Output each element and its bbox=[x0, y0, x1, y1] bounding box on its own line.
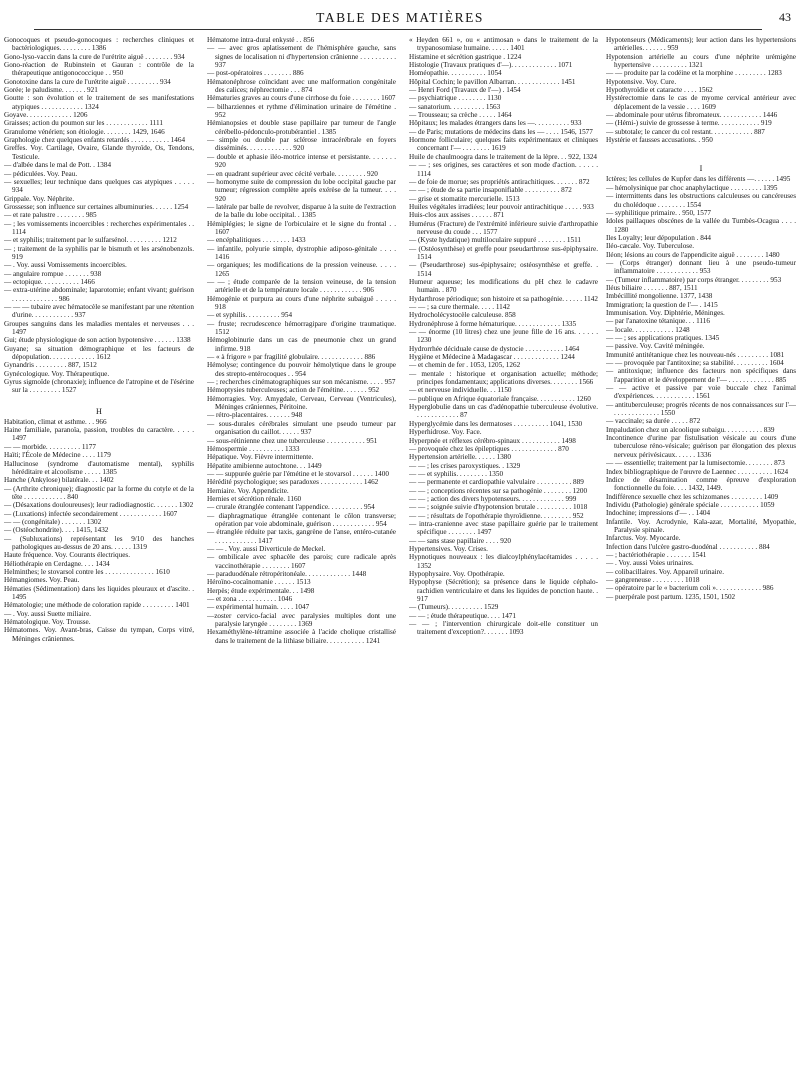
index-entry: — — ; l'intervention chirurgicale doit-elle constituer un traitement d'exception?. . . . . . . 1093 bbox=[409, 620, 598, 637]
index-entry: Héroïno-cocaïnomanie . . . . . . 1513 bbox=[207, 578, 311, 587]
index-entry: — — produite par la codéine et la morphine . . . . . . . . . 1283 bbox=[606, 69, 782, 78]
index-entry: — — ; résultats de l'opothérapie thyroïdienne. . . . . . . . . 952 bbox=[409, 511, 584, 520]
index-entry: Hémoglobinurie dans un cas de pneumonie chez un grand infirme. 918 bbox=[207, 336, 396, 353]
section-gap bbox=[4, 395, 194, 407]
index-entry: Hépatique. Voy. Fièvre intermittente. bbox=[207, 453, 314, 462]
index-entry: — — ; ses origines, ses caractères et son mode d'action. . . . . . 1114 bbox=[409, 161, 598, 178]
index-entry: — ; recherches cinématographiques sur son mécanisme. . . . . 957 bbox=[207, 378, 396, 387]
index-entry: Hémospermie . . . . . . . . . . 1333 bbox=[207, 444, 300, 453]
index-entry: — vaccinale; sa durée . . . . . 872 bbox=[606, 417, 701, 426]
index-entry: — — permanente et cardiopathie valvulaire . . . . . . . . . . 889 bbox=[409, 478, 584, 487]
index-entry: Hématonéphrose coïncidant avec une malformation congénitale des calices; néphrectomie . . . 874 bbox=[207, 77, 396, 95]
index-entry: Hématies (Sédimentation) dans les liquides pleuraux et d'ascite. . 1495 bbox=[4, 584, 194, 601]
index-entry: — — ; étude de sa partie insaponifiable . . . . . . . . . . 872 bbox=[409, 186, 572, 195]
index-entry: Gono-réaction de Rubinstein et Gauran : contrôle de la thérapeutique antigonococcique . . 950 bbox=[4, 61, 194, 78]
section-gap bbox=[606, 144, 796, 164]
index-entry: — — ; étude comparée de la tension veineuse, de la tension artérielle et de la température locale . . . . . . . . . . . . 906 bbox=[207, 277, 396, 295]
index-entry: Guyane; sa situation démographique et les facteurs de dépopulation. . . . . . . . . . . . . 1612 bbox=[4, 344, 194, 362]
index-entry: — étranglée réduite par taxis, gangrène de l'anse, entéro-cutanée . . . . . . . . . . . . 1417 bbox=[207, 528, 396, 545]
index-entry: — — (congénitale) . . . . . . . 1302 bbox=[4, 517, 102, 526]
index-entry: — sanatorium. . . . . . . . . . 1563 bbox=[409, 102, 501, 111]
index-entry: Grippale. Voy. Néphrite. bbox=[4, 194, 75, 203]
index-entry: Hyperglobulie dans un cas d'adénopathie tuberculeuse évolutive. . . . . . . . . . . . . 87 bbox=[409, 403, 598, 420]
index-entry: — subtotale; le cancer du col restant. . . . . . . . . . . . 887 bbox=[606, 127, 765, 136]
index-entry: Hypophyse (Sécrétion); sa présence dans le liquide céphalo-rachidien ventriculaire et dans les liquides de ponction haute. . 917 bbox=[409, 578, 598, 604]
index-entry: — extra-utérine abdominale; laparotomie; enfant vivant; guérison . . . . . . . . . . . . . 986 bbox=[4, 286, 194, 303]
index-entry: — infantile, polyurie simple, dystrophie adiposo-génitale . . . . 1416 bbox=[207, 244, 396, 261]
index-entry: Hydrorrhée déciduale cause de dystocie . . . . . . . . . . . 1464 bbox=[409, 344, 580, 353]
index-entry: — (Pseudarthrose) sus-épiphysaire; ostéosynthèse et greffe. . 1514 bbox=[409, 261, 598, 278]
index-entry: Indice de désamination comme épreuve d'exploration fonctionnelle du foie. . . . 1432, 1449. bbox=[606, 475, 796, 493]
index-entry: — intra-cranienne avec stase papillaire guérie par le traitement spécifique . . . . . . . . 1497 bbox=[409, 519, 598, 537]
index-entry: — ; bactériothérapie . . . . . . . 1541 bbox=[606, 550, 707, 559]
index-entry: Hydarthrose périodique; son histoire et sa pathogénie. . . . . . 1142 bbox=[409, 294, 598, 303]
index-entry: — — et syphilis. . . . . . . . . 1350 bbox=[409, 469, 504, 478]
index-entry: Hypotension artérielle au cours d'une néphrite urémigène hypertensive . . . . . . . . . . 1321 bbox=[606, 52, 796, 70]
index-entry: — — . Voy. aussi Diverticule de Meckel. bbox=[207, 544, 326, 553]
index-entry: Hyperglycémie dans les dermatoses . . . . . . . . . . 1041, 1530 bbox=[409, 419, 583, 428]
index-entry: — paraduodénale rétropéritonéale. . . . . . . . . . . . . 1448 bbox=[207, 570, 367, 578]
index-entry: — hémolysinique par choc anaphylactique . . . . . . . . . 1395 bbox=[606, 183, 778, 192]
index-entry: Ictères; les cellules de Kupfer dans les différents —. . . . . . 1495 bbox=[606, 175, 791, 184]
index-entry: Iléus biliaire . . . . . . . 887, 1511 bbox=[606, 283, 698, 292]
section-letter: I bbox=[699, 164, 703, 174]
index-entry: — psychiatrique . . . . . . . . 1130 bbox=[409, 94, 502, 103]
index-entry: Hémorragies. Voy. Amygdale, Cerveau, Cerveau (Ventricules), Méninges crâniennes, Péritoine. bbox=[207, 394, 396, 412]
index-entry: Gono-lyso-vaccin dans la cure de l'urétrite aiguë . . . . . . . . 934 bbox=[4, 52, 185, 61]
index-entry: — crurale étranglée contenant l'appendice. . . . . . . . . . 954 bbox=[207, 503, 375, 512]
index-entry: — — ; soignée suivie d'hypotension brutale . . . . . . . . . . 1018 bbox=[409, 503, 588, 512]
index-entry: — (Hémi-) suivie de grossesse à terme. . . . . . . . . . . . 919 bbox=[606, 119, 772, 128]
index-entry: —zoster cervico-facial avec paralysies multiples dont une paralysie laryngée . . . . . . . . 1369 bbox=[207, 611, 396, 629]
index-entry: Goutte : son évolution et le traitement de ses manifestations atypiques . . . . . . . . . . . . 1324 bbox=[4, 94, 194, 111]
index-entry: Iléon; lésions au cours de l'appendicite aiguë . . . . . . . . 1480 bbox=[606, 250, 780, 259]
index-entry: — de foie de morue; ses propriétés antirachitiques. . . . . . . 872 bbox=[409, 177, 590, 186]
index-entry: Immunisation. Voy. Diphtérie, Méninges. bbox=[606, 308, 725, 317]
index-entry: Hyperpnée et réflexes cérébro-spinaux . . . . . . . . . . . 1498 bbox=[409, 436, 576, 445]
page-header bbox=[0, 4, 800, 30]
index-entry: Hanche (Ankylose) bilatérale. . . 1402 bbox=[4, 476, 114, 485]
index-entry: Hydrocholécystocèle calculeuse. 858 bbox=[409, 311, 516, 320]
index-entry: — (Arthrite chronique); diagnostic par la forme du cotyle et de la tête . . . . . . . . . . . . 840 bbox=[4, 484, 194, 501]
index-entry: Imbécillité mongolienne. 1377, 1438 bbox=[606, 292, 713, 301]
index-entry: Hystérectomie dans le cas de myome cervical antérieur avec déplacement de la vessie . . . . 1609 bbox=[606, 94, 796, 111]
index-entry: Hémianopsies et double stase papillaire par tumeur de l'angle cérébello-pédonculo-protubérantiel . 1385 bbox=[207, 119, 396, 136]
index-entry: Immunité antitétanique chez les nouveau-nés . . . . . . . . . 1081 bbox=[606, 350, 785, 359]
index-entry: Haute fréquence. Voy. Courants électriques. bbox=[4, 551, 131, 560]
index-entry: — . Voy. aussi Vomissements incoercibles. bbox=[4, 261, 127, 270]
index-entry: Hérédité psychologique; ses paradoxes . . . . . . . . . . . . 1462 bbox=[207, 478, 379, 487]
index-entry: — — ; étude thérapeutique. . . . 1471 bbox=[409, 611, 516, 620]
index-entry: Huiles végétales irradiées; leur pouvoir antirachitique . . . . . 933 bbox=[409, 202, 594, 211]
index-entry: — organiques; les modifications de la pression veineuse. . . . . 1265 bbox=[207, 261, 396, 278]
index-entry: — — active et passive par voie buccale chez l'animal d'expériences. . . . . . . . . . . . 1561 bbox=[606, 384, 796, 401]
index-entry: Gynécologique. Voy. Thérapeutique. bbox=[4, 369, 110, 378]
index-entry: — (Ostéochondrite). . . . 1415, 1432 bbox=[4, 526, 109, 535]
index-entry: — syphilitique primaire. . 950, 1577 bbox=[606, 208, 712, 217]
index-entry: — — énorme (10 litres) chez une jeune fille de 16 ans. . . . . . 1230 bbox=[409, 328, 598, 345]
index-entry: Granulome vénérien; son étiologie. . . . . . . . 1429, 1646 bbox=[4, 127, 165, 136]
index-entry: — publique en Afrique équatoriale française. . . . . . . . . . . 1260 bbox=[409, 394, 591, 403]
index-entry: Humeur aqueuse; les modifications du pH chez le cadavre humain. . 870 bbox=[409, 277, 598, 295]
index-entry: — — — tubaire avec hématocèle se manifestant par une rétention d'urine. . . . . . . . . . . . 937 bbox=[4, 303, 194, 320]
index-entry: — et nerveuse individuelle. . . 1150 bbox=[409, 386, 512, 395]
index-entry: — — morbide. . . . . . . . . . 1177 bbox=[4, 442, 96, 451]
index-entry: Infection dans l'ulcère gastro-duodénal . . . . . . . . . . . 884 bbox=[606, 542, 770, 551]
index-entry: — grise et stomatite mercurielle. 1513 bbox=[409, 194, 520, 203]
index-entry: Goyave. . . . . . . . . . . . . 1206 bbox=[4, 111, 88, 120]
index-entry: — puerpérale post partum. 1235, 1501, 1502 bbox=[606, 592, 736, 601]
index-entry: Hépatite amibienne autochtone. . . 1449 bbox=[207, 461, 322, 470]
index-entry: — (Ostéosynthèse) et greffe pour pseudarthrose sus-épiphysaire. 1514 bbox=[409, 244, 598, 261]
index-entry: — (Kyste hydatique) multiloculaire suppuré . . . . . . . . 1511 bbox=[409, 236, 582, 245]
index-entry: Hernies et sécrétion rénale. 1160 bbox=[207, 494, 302, 503]
index-entry: Hématomes. Voy. Avant-bras, Caisse du tympan, Corps vitré, Méninges crâniennes. bbox=[4, 626, 194, 643]
page-title: TABLE DES MATIÈRES bbox=[316, 10, 484, 25]
index-entry: Hypothyroïdie et cataracte . . . . 1562 bbox=[606, 86, 713, 95]
index-entry: Hypnotiques nouveaux : les dialcoylphénylacétamides . . . . . 1352 bbox=[409, 553, 598, 570]
index-entry: — — ; conceptions récentes sur sa pathogénie . . . . . . . . 1200 bbox=[409, 486, 588, 495]
index-entry: — mentale : historique et organisation actuelle; méthode; principes fondamentaux; applications diverses. . . . . . . . 1566 bbox=[409, 369, 598, 387]
index-entry: — encéphalitiques . . . . . . . . 1433 bbox=[207, 236, 306, 245]
index-entry: Hyperhidrose. Voy. Face. bbox=[409, 428, 482, 437]
index-entry: Hématuries graves au cours d'une cirrhose du foie . . . . . . . . 1607 bbox=[207, 94, 396, 103]
index-entry: Hydronéphrose à forme hématurique. . . . . . . . . . . . . 1335 bbox=[409, 319, 577, 328]
index-entry: Iles Loyalty; leur dépopulation . 844 bbox=[606, 233, 711, 242]
index-entry: Haine familiale, paranoïa, passion, troubles du caractère. . . . . 1497 bbox=[4, 426, 194, 443]
index-entry: Hématome intra-dural enkysté . . 856 bbox=[207, 36, 315, 44]
index-entry: Indochine; impressions d'— . . 1404 bbox=[606, 509, 711, 518]
index-entry: Iléo-cæcale. Voy. Tuberculose. bbox=[606, 242, 695, 251]
index-entry: Hématologique. Voy. Trousse. bbox=[4, 618, 91, 627]
index-entry: — par l'anatoxine tétanique. . . 1116 bbox=[606, 317, 710, 326]
index-entry: — de Paris; mutations de médecins dans les — . . . . 1546, 1577 bbox=[409, 127, 593, 136]
index-entry: — homonyme suite de compression du lobe occipital gauche par tumeur; régression complète après exérèse de la tumeur. . . . 920 bbox=[207, 177, 396, 203]
index-entry: Huis-clos aux assises . . . . . . 871 bbox=[409, 211, 505, 220]
index-entry: — post-opératoires . . . . . . . . 886 bbox=[207, 69, 304, 78]
index-entry: — provoquée chez les épileptiques . . . . . . . . . . . . . 870 bbox=[409, 444, 569, 453]
index-entry: Immigration; la question de l'— . 1415 bbox=[606, 300, 718, 309]
index-entry: Gui; étude physiologique de son action hypotensive . . . . . . 1338 bbox=[4, 336, 191, 345]
index-entry: Helminthes; le stovarsol contre les . . . . . . . . . . . . . . 1610 bbox=[4, 567, 170, 576]
index-entry: — « à frigore » par fragilité globulaire. . . . . . . . . . . . . 886 bbox=[207, 353, 376, 362]
index-entry: Humérus (Fracture) de l'extrémité inférieure suivie d'arthropathie nerveuse du coude . . . 1577 bbox=[409, 219, 598, 236]
index-entry: — (Subluxations) représentant les 9/10 des hanches pathologiques au-dessus de 20 ans. . . . . . 1319 bbox=[4, 534, 194, 551]
index-entry: Héliothérapie en Cerdagne. . . . 1434 bbox=[4, 559, 110, 568]
index-entry: Hexaméthylène-tétramine associée à l'acide cholique cristallisé dans le traitement de la lithiase biliaire. . . . . . . . . . . 1241 bbox=[207, 628, 396, 645]
index-entry: Hématologie; une méthode de coloration rapide . . . . . . . . . 1401 bbox=[4, 601, 190, 610]
index-entry: — (Luxations) infectée secondairement . . . . . . . . . . . . 1607 bbox=[4, 509, 178, 518]
index-entry: — antitoxique; influence des facteurs non spécifiques dans l'apparition et le développement de l'— . . . . . . . . . . . . . 885 bbox=[606, 367, 796, 384]
index-entry: — antituberculeuse; progrès récents de nos connaissances sur l'— . . . . . . . . . . . . . 1550 bbox=[606, 400, 796, 418]
index-entry: Huile de chaulmoogra dans le traitement de la lèpre. . . 922, 1324 bbox=[409, 152, 598, 161]
index-entry: Haïti; l'École de Médecine . . . . 1179 bbox=[4, 451, 111, 460]
index-column-1 bbox=[4, 36, 194, 1076]
index-entry: — simple ou double par sclérose intracérébrale en foyers disséminés. . . . . . . . . . . . . 920 bbox=[207, 136, 396, 153]
index-entry: — — ; ses applications pratiques. 1345 bbox=[606, 334, 720, 342]
index-entry: — rétro-placentaires. . . . . . . 948 bbox=[207, 411, 303, 420]
index-entry: — Henri Ford (Travaux de l'—) . 1454 bbox=[409, 86, 521, 95]
index-entry: Grossesse; son influence sur certaines albuminuries. . . . . . 1254 bbox=[4, 202, 189, 211]
index-entry: Herniaire. Voy. Appendicite. bbox=[207, 486, 289, 495]
index-entry: — gangreneuse . . . . . . . . . 1018 bbox=[606, 575, 700, 584]
section-letter: H bbox=[96, 406, 102, 416]
index-entry: — (Corps étranger) donnant lieu à une pseudo-tumeur inflammatoire . . . . . . . . . . . . 953 bbox=[606, 258, 796, 276]
index-entry: Graphologie chez quelques enfants retardés . . . . . . . . . . . 1464 bbox=[4, 136, 186, 145]
index-entry: — fruste; recrudescence hémorragipare d'origine traumatique. 1512 bbox=[207, 319, 396, 337]
index-entry: — passive. Voy. Cavité méningée. bbox=[606, 342, 705, 351]
index-entry: Hôpitaux; les malades étrangers dans les —. . . . . . . . . . 933 bbox=[409, 119, 582, 128]
index-entry: — colibacillaires. Voy. Appareil urinaire. bbox=[606, 567, 725, 576]
index-entry: Index bibliographique de l'œuvre de Laennec . . . . . . . . . . 1624 bbox=[606, 467, 789, 476]
header-rule bbox=[34, 29, 762, 30]
index-entry: Hémangiomes. Voy. Peau. bbox=[4, 576, 80, 585]
index-entry: — opératoire par le « bacterium coli ». . . . . . . . . . . . . 986 bbox=[606, 584, 774, 593]
index-entry: Hémoptysies tuberculeuses; action de l'émétine. . . . . . . 952 bbox=[207, 386, 380, 395]
index-entry: — locale. . . . . . . . . . . . 1248 bbox=[606, 325, 690, 334]
index-entry: — et syphilis. . . . . . . . . . 954 bbox=[207, 311, 293, 320]
index-entry: — ectopique. . . . . . . . . . . 1466 bbox=[4, 277, 95, 286]
index-entry: Homéopathie. . . . . . . . . . . 1054 bbox=[409, 69, 502, 78]
index-entry: Hémolyse; contingence du pouvoir hémolytique dans le groupe des strepto-entérocoques . . 954 bbox=[207, 361, 396, 378]
index-entry: Hygiène et Médecine à Madagascar . . . . . . . . . . . . . 1244 bbox=[409, 353, 575, 362]
index-entry: Hémiplégies; le signe de l'orbiculaire et le signe du frontal . . 1607 bbox=[207, 219, 396, 236]
index-entry: Individu (Pathologie) générale spéciale . . . . . . . . . . . 1059 bbox=[606, 500, 775, 509]
index-entry: — (Tumeur inflammatoire) par corps étranger. . . . . . . . . 953 bbox=[606, 275, 782, 284]
index-entry: Histamine et sécrétion gastrique . 1224 bbox=[409, 52, 522, 61]
index-entry: Indifférence sexuelle chez les schizomanes . . . . . . . . . 1409 bbox=[606, 492, 779, 501]
index-column-2 bbox=[207, 36, 396, 1076]
index-entry: Hypertension artérielle. . . . . . 1380 bbox=[409, 453, 511, 462]
index-entry: — sous-durales cérébrales simulant une pseudo tumeur par organisation du caillot. . . . . . 937 bbox=[207, 419, 396, 437]
index-entry: — . Voy. aussi Suette miliaire. bbox=[4, 609, 92, 618]
index-entry: — — ; les crises paroxystiques. . 1329 bbox=[409, 461, 521, 470]
index-entry: — intermittents dans les obstructions calculeuses ou cancéreuses du cholédoque . . . . . . . . 1554 bbox=[606, 192, 796, 209]
index-entry: — diaphragmatique étranglée contenant le côlon transverse; opération par voie abdominale, guérison . . . . . . . . . . . . 954 bbox=[207, 511, 396, 528]
index-entry: Hémogénie et purpura au cours d'une néphrite subaiguë . . . . . 918 bbox=[207, 294, 396, 311]
index-entry: — — sans stase papillaire . . . . 920 bbox=[409, 536, 512, 545]
index-entry: Gonotoxine dans la cure de l'urétrite aiguë . . . . . . . . . 934 bbox=[4, 77, 171, 86]
index-entry: — — ; action des divers hypotenseurs. . . . . . . . . . . . . 999 bbox=[409, 494, 577, 503]
index-entry: Hypotenseurs (Médicaments); leur action dans les hypertensions artérielles. . . . . . . 959 bbox=[606, 36, 796, 53]
index-entry: — angulaire rompue . . . . . . . 938 bbox=[4, 269, 102, 278]
index-entry: Hallucinose (syndrome d'automatisme mental), syphilis héréditaire et alcoolisme . . . . . 1385 bbox=[4, 459, 194, 476]
index-entry: Hystérie et fausses accusations. . 950 bbox=[606, 136, 713, 145]
index-entry: « Heyden 661 », ou « antimosan » dans le traitement de la trypanosomiase humaine. . . . . . 1401 bbox=[409, 36, 598, 53]
index-entry: Greffes. Voy. Cartilage, Ovaire, Glande thyroïde, Os, Tendons, Testicule. bbox=[4, 144, 194, 161]
index-entry: — — ; sa cure thermale. . . . . 1142 bbox=[409, 303, 510, 311]
index-entry: — en quadrant supérieur avec cécité verbale. . . . . . . . . 920 bbox=[207, 169, 378, 178]
index-entry: Idoles paillaques obscénes de la vallée du Tumbès-Ocagua . . . . 1280 bbox=[606, 217, 796, 234]
index-entry: Herpès; étude expérimentale. . . 1498 bbox=[207, 586, 315, 595]
index-entry: Hôpital Cochin; le pavillon Albarran. . . . . . . . . . . . . 1451 bbox=[409, 77, 576, 86]
index-entry: Hypotensive. Voy. Cure. bbox=[606, 77, 677, 86]
index-entry: Incontinence d'urine par fistulisation vésicale au cours d'une tuberculose réno-vésicale; guérison par élongation des plexus nerveux périvésicaux. . . . . . 1336 bbox=[606, 434, 796, 459]
index-entry: — et zona . . . . . . . . . . . 1046 bbox=[207, 595, 293, 604]
index-entry: Gorée; le paludisme. . . . . . . 921 bbox=[4, 86, 98, 95]
index-entry: — — avec gros aplatissement de l'hémisphère gauche, sans signes de localisation ni d'hypertension crânienne . . . . . . . . . . 937 bbox=[207, 44, 396, 70]
index-entry: Hypophysaire. Voy. Opothérapie. bbox=[409, 570, 505, 578]
index-entry: — et chemin de fer . 1053, 1205, 1262 bbox=[409, 361, 521, 370]
index-entry: Impaludation chez un alcoolique subaigu. . . . . . . . . . . 839 bbox=[606, 425, 775, 434]
index-entry: — bilharziennes et rythme d'élimination urinaire de l'émétine . 952 bbox=[207, 102, 396, 120]
index-entry: — Trousseau; sa crèche . . . . . 1464 bbox=[409, 111, 512, 120]
index-entry: Hypertensives. Voy. Crises. bbox=[409, 544, 488, 553]
index-entry: — ; les vomissements incoercibles : recherches expérimentales . . 1114 bbox=[4, 219, 194, 236]
index-entry: — et rate palustre . . . . . . . . 985 bbox=[4, 211, 97, 220]
index-entry: — — suppurée guérie par l'émétine et le stovarsol . . . . . . 1400 bbox=[207, 469, 389, 478]
index-entry: Groupes sanguins dans les maladies mentales et nerveuses . . . 1497 bbox=[4, 319, 194, 337]
index-entry: Histologie (Travaux pratiques d'—). . . . . . . . . . . . . 1071 bbox=[409, 61, 573, 70]
index-entry: — — provoquée par l'antitoxine; sa stabilité. . . . . . . . . . 1604 bbox=[606, 359, 784, 368]
index-entry: — latérale par balle de revolver, disparue à la suite de l'extraction de la balle du lobe occipital. . 1385 bbox=[207, 202, 396, 220]
index-entry: Infarctus. Voy. Myocarde. bbox=[606, 534, 681, 543]
index-entry: Gynandris . . . . . . . . . 887, 1512 bbox=[4, 361, 97, 370]
index-entry: — ombilicale avec sphacèle des parois; cure radicale après vaccinothérapie . . . . . . . . 1607 bbox=[207, 553, 396, 570]
index-entry: — (Désaxations douloureuses); leur radiodiagnostic. . . . . . . 1302 bbox=[4, 501, 194, 510]
index-entry: Gonocoques et pseudo-gonocoques : recherches cliniques et bactériologiques. . . . . . . . . 1386 bbox=[4, 36, 194, 53]
index-column-4 bbox=[606, 36, 796, 1076]
index-entry: — et syphilis; traitement par le sulfarsénol. . . . . . . . . . 1212 bbox=[4, 236, 177, 245]
index-entry: — . Voy. aussi Voies urinaires. bbox=[606, 559, 694, 568]
index-entry: — — essentielle; traitement par la lumisectomie. . . . . . . . 873 bbox=[606, 459, 785, 468]
index-entry: Habitation, climat et asthme. . . 966 bbox=[4, 417, 107, 426]
index-entry: Hormone folliculaire; quelques faits expérimentaux et cliniques concernant l'— . . . . . . . . 1619 bbox=[409, 136, 598, 153]
index-entry: — (Tumeurs). . . . . . . . . . 1529 bbox=[409, 603, 499, 612]
index-column-3 bbox=[409, 36, 598, 1076]
index-entry: — pédiculées. Voy. Peau. bbox=[4, 169, 78, 178]
index-entry: — expérimental humain. . . . . 1047 bbox=[207, 603, 310, 612]
index-entry: — double et aphasie iléo-motrice intense et persistante. . . . . . . 920 bbox=[207, 152, 396, 170]
index-entry: Infantile. Voy. Acrodynie, Kala-azar, Mortalité, Myopathie, Paralysie spinale. bbox=[606, 517, 796, 534]
index-entry: — d'albée dans le mal de Pott. . 1384 bbox=[4, 161, 112, 170]
index-entry: — abdominale pour utérus fibromateux. . . . . . . . . . . . 1446 bbox=[606, 111, 778, 120]
index-entry: — sexuelles; leur technique dans quelques cas atypiques . . . . . 934 bbox=[4, 177, 194, 195]
index-entry: — sous-rétinienne chez une tuberculeuse . . . . . . . . . . . 951 bbox=[207, 436, 378, 445]
page-number: 43 bbox=[779, 10, 791, 24]
index-entry: — ; traitement de la syphilis par le bismuth et les arsénobenzols. 919 bbox=[4, 244, 194, 261]
index-entry: Graisses; action du poumon sur les . . . . . . . . . . . . 1111 bbox=[4, 119, 163, 128]
index-entry: Gyrus sigmoïde (chronaxie); influence de l'atropine et de l'ésérine sur la . . . . . . . . . 1527 bbox=[4, 378, 194, 395]
